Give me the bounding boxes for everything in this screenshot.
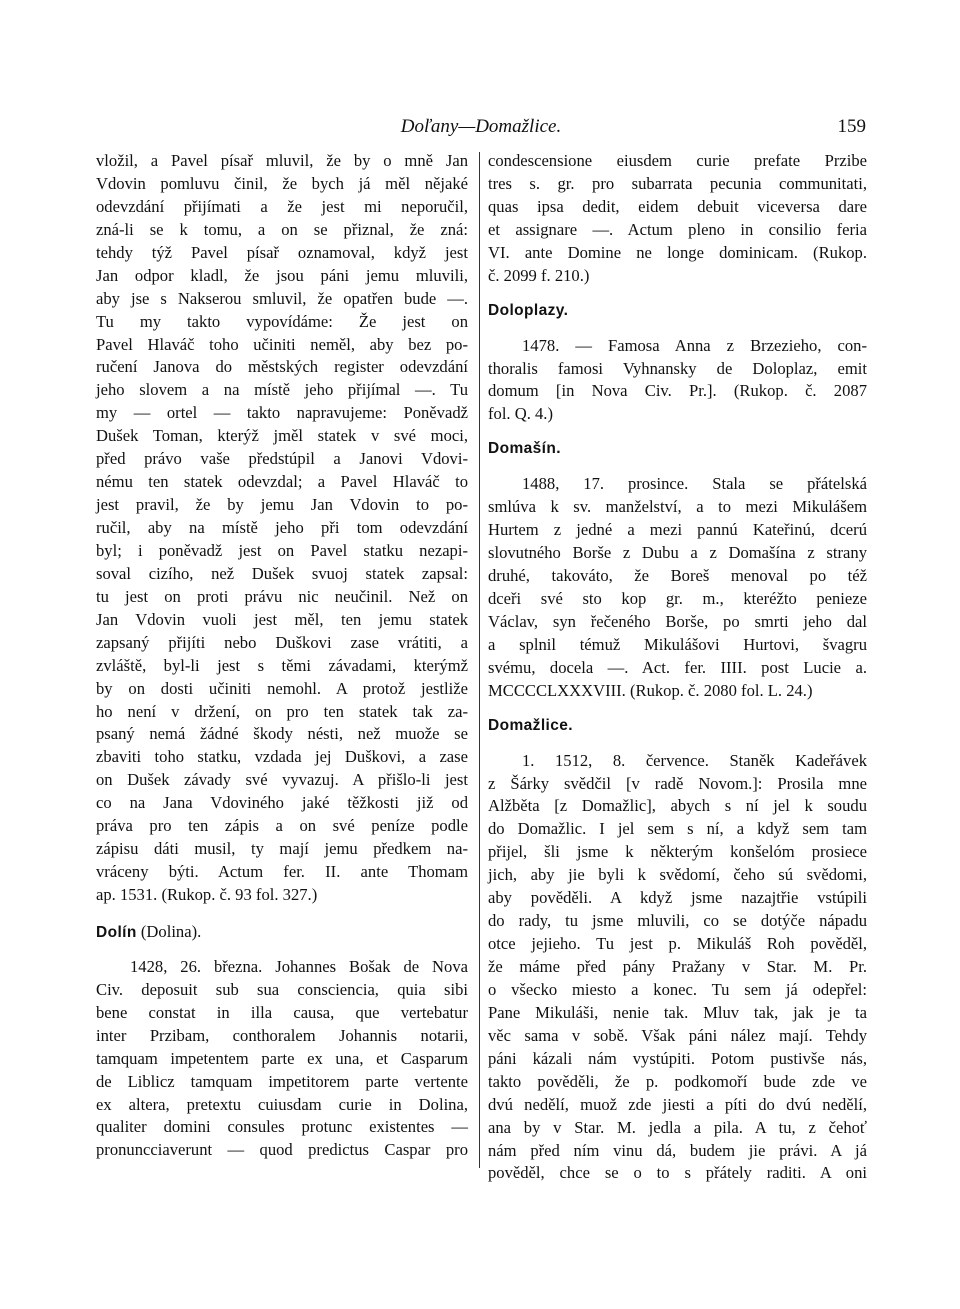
text-line: tu jest on proti právu nic neučinil. Než on bbox=[96, 586, 468, 606]
text-line: vráceny býti. Actum fer. II. ante Thomam bbox=[96, 862, 468, 882]
text-line: MCCCCLXXXVIII. (Rukop. č. 2080 fol. L. 24.) bbox=[488, 680, 813, 700]
text-line: co na Jana Vdoviného jaké těžkosti již od bbox=[96, 793, 468, 813]
text-line: pověděl, chce se o to s přátely raditi. A oni bbox=[488, 1163, 867, 1183]
text-line: zvláště, byl-li jest s těmi závadami, kterýmž bbox=[96, 655, 468, 675]
text-line: domum [in Nova Civ. Pr.]. (Rukop. č. 2087 bbox=[488, 381, 867, 401]
entry-heading-dolin: Dolín bbox=[96, 923, 137, 941]
text-line: nám před ním vinu dá, budem jie právi. A já bbox=[488, 1140, 867, 1160]
page-number: 159 bbox=[837, 116, 866, 137]
text-line: že máme před pány Pražany v Star. M. Pr. bbox=[488, 957, 867, 976]
text-line: ex altera, pretextu cuiusdam curie in Dolina, bbox=[96, 1094, 468, 1114]
text-line: druhé, takováto, že Boreš menoval po též bbox=[488, 566, 867, 585]
text-line: et assignare —. Actum pleno in consilio feria bbox=[488, 219, 867, 239]
text-line: přijel, šli jsme k některým konšelóm prosiece bbox=[488, 842, 867, 862]
right-text-block-a bbox=[488, 150, 867, 288]
left-column bbox=[96, 150, 468, 1162]
text-line: zbaviti toho statku, vzdada jej Duškovi, a zase bbox=[96, 747, 468, 767]
text-line: č. 2099 f. 210.) bbox=[488, 265, 590, 285]
text-line: 1428, 26. března. Johannes Bošak de Nova bbox=[130, 956, 468, 976]
text-line: ap. 1531. (Rukop. č. 93 fol. 327.) bbox=[96, 885, 318, 904]
right-text-block-b bbox=[488, 335, 867, 427]
text-line: o všecko miesto a konec. Tu sem já odepřel: bbox=[488, 979, 867, 999]
text-line: qualiter domini consules protunc existentes — bbox=[96, 1117, 468, 1137]
text-line: zápisu dáti musil, ty mají jemu předkem na- bbox=[96, 839, 468, 859]
text-line: Dušek Toman, kterýž jměl statek v své moci, bbox=[96, 426, 468, 446]
text-line: z Šárky svědčil [v radě Novom.]: Prosila mne bbox=[488, 773, 867, 793]
text-line: pronuncciaverunt — quod predictus Caspar pro bbox=[96, 1140, 468, 1160]
text-line: ručil, aby na místě jeho při tom odevzdání bbox=[96, 518, 468, 537]
text-line: inter Przibam, conthoralem Johannis notarii, bbox=[96, 1025, 468, 1045]
text-line: my — ortel — takto napravujeme: Poněvadž bbox=[96, 403, 468, 423]
text-line: aby pověděli. A když jsme nazajtřie vstúpili bbox=[488, 888, 867, 908]
entry-heading-doloplazy: Doloplazy. bbox=[488, 301, 569, 319]
text-line: otce jejieho. Tu jest p. Mikuláš Roh pověděl, bbox=[488, 934, 867, 954]
text-line: quas ipsa dedit, eidem debuit viceversa dare bbox=[488, 196, 867, 216]
text-line: Civ. deposuit sub sua consciencia, quia sibi bbox=[96, 979, 468, 999]
text-line: Jan Vdovin vuoli jest měl, ten jemu statek bbox=[96, 609, 468, 629]
text-line: Vdovin pomluvu činil, že bych já měl nějaké bbox=[96, 173, 468, 193]
text-line: jich, aby jie byli k svědomí, čeho sú svědomi, bbox=[488, 865, 867, 885]
text-line: věc sama v sobě. Však páni nález mají. Tehdy bbox=[488, 1025, 867, 1045]
text-line: nému ten statek odevzdal; a Pavel Hlaváč to bbox=[96, 472, 468, 492]
text-line: 1. 1512, 8. července. Staněk Kadeřávek bbox=[522, 750, 867, 770]
entry-heading-dolin-suffix: (Dolina). bbox=[136, 921, 202, 941]
text-line: Tu my takto vypovídáme: Že jest on bbox=[96, 311, 468, 331]
text-line: páni kázali nám vystúpiti. Potom pustivše nás, bbox=[488, 1048, 867, 1068]
right-column bbox=[488, 150, 867, 1185]
text-line: ana by v Star. M. jedla a pila. A tu, z čehoť bbox=[488, 1117, 867, 1137]
text-line: Alžběta [z Domažlic], abych s ní jel k soudu bbox=[488, 796, 867, 816]
text-line: a splnil témuž Mikulášovi Hurtovi, švagru bbox=[488, 634, 867, 654]
text-line: Jan odpor kladl, že jsou páni jemu mluvili, bbox=[96, 265, 468, 285]
text-line: soval cizího, než Dušek svuoj statek zapsal: bbox=[96, 563, 468, 583]
left-text-block-a bbox=[96, 150, 468, 907]
text-line: bene constat in illa causa, que vertebatur bbox=[96, 1002, 468, 1022]
text-line: ručení Janova do městských register odevzdání bbox=[96, 357, 468, 377]
text-line: byl; i poněvadž jest on Pavel statku nezapi- bbox=[96, 540, 468, 560]
text-line: takto pověděli, že p. podkomoří bude zde ve bbox=[488, 1071, 867, 1091]
text-line: dvú nedělí, muož zde jiesti a píti do dvú nedělí, bbox=[488, 1094, 867, 1114]
page-header bbox=[96, 116, 866, 140]
text-line: psaný nemá žádné škody nésti, než muože se bbox=[96, 724, 468, 744]
text-line: slovutného Borše z Dubu a z Domašína z strany bbox=[488, 543, 867, 563]
text-line: zná-li se k tomu, a on se přiznal, že zná: bbox=[96, 219, 468, 239]
text-line: do rady, tu jsme mluvili, co se dotýče nápadu bbox=[488, 911, 867, 931]
left-text-block-b bbox=[96, 956, 468, 1162]
right-text-block-d bbox=[488, 750, 867, 1186]
text-line: thoralis famosi Vyhnansky de Doloplaz, emit bbox=[488, 358, 867, 378]
text-line: ho není v držení, on pro ten statek tak za- bbox=[96, 701, 468, 721]
text-line: jeho slovem a na místě jeho přijímal —. Tu bbox=[96, 380, 468, 400]
text-line: VI. ante Domine ne longe dominicam. (Rukop. bbox=[488, 242, 867, 262]
text-line: zapsaný přijíti nebo Duškovi zase vrátiti, a bbox=[96, 632, 468, 652]
text-line: před právo vaše předstúpil a Janovi Vdovi- bbox=[96, 449, 468, 469]
text-line: vložil, a Pavel písař mluvil, že by o mně Jan bbox=[96, 151, 468, 170]
text-line: do Domažlic. I jel sem s ní, a když sem tam bbox=[488, 819, 867, 839]
text-line: 1488, 17. prosince. Stala se přátelská bbox=[522, 474, 867, 494]
column-rule bbox=[479, 152, 480, 1168]
text-line: Hurtem z jedné a mezi pannú Kateřinú, dcerú bbox=[488, 520, 867, 540]
text-line: aby jse s Nakserou smluvil, že opatřen bude —. bbox=[96, 288, 468, 308]
entry-heading-domazlice: Domažlice. bbox=[488, 716, 573, 734]
text-line: 1478. — Famosa Anna z Brzezieho, con- bbox=[522, 335, 867, 355]
text-line: práva pro ten zápis a on své peníze podle bbox=[96, 816, 468, 836]
text-line: dceři své sto kop gr. m., kteréžto penieze bbox=[488, 588, 867, 608]
right-text-block-c bbox=[488, 473, 867, 702]
text-line: Pane Mikuláši, nenie tak. Mluv tak, jak je ta bbox=[488, 1002, 867, 1022]
text-line: tamquam impetentem parte ex una, et Casparum bbox=[96, 1048, 468, 1068]
text-line: on Dušek závady své vyvazuj. A přišlo-li jest bbox=[96, 770, 468, 790]
text-line: Václav, syn řečeného Borše, po smrti jeho dal bbox=[488, 611, 867, 631]
text-line: tres s. gr. pro subarrata pecunia communitati, bbox=[488, 173, 867, 193]
text-line: smlúva k sv. manželství, a to mezi Mikulášem bbox=[488, 497, 867, 517]
text-line: odevzdání přijímati a že jest mi neporučil, bbox=[96, 196, 468, 216]
running-title: Doľany—Domažlice. bbox=[400, 116, 562, 137]
text-line: condescensione eiusdem curie prefate Przibe bbox=[488, 151, 867, 170]
text-line: de Liblicz tamquam impetitorem parte vertente bbox=[96, 1071, 468, 1091]
text-line: svému, docela —. Act. fer. IIII. post Lucie a. bbox=[488, 657, 867, 677]
entry-heading-domasin: Domašín. bbox=[488, 440, 561, 458]
text-line: by on dosti učiniti nemohl. A protož jestliže bbox=[96, 678, 468, 698]
text-line: fol. Q. 4.) bbox=[488, 404, 553, 424]
text-line: tehdy týž Pavel písař oznamoval, když jest bbox=[96, 242, 468, 262]
entry-heading-dolin-line bbox=[96, 921, 468, 944]
text-line: jest pravil, že by jemu Jan Vdovin to po- bbox=[96, 495, 468, 515]
text-line: Pavel Hlaváč toho učiniti neměl, aby bez po- bbox=[96, 334, 468, 354]
